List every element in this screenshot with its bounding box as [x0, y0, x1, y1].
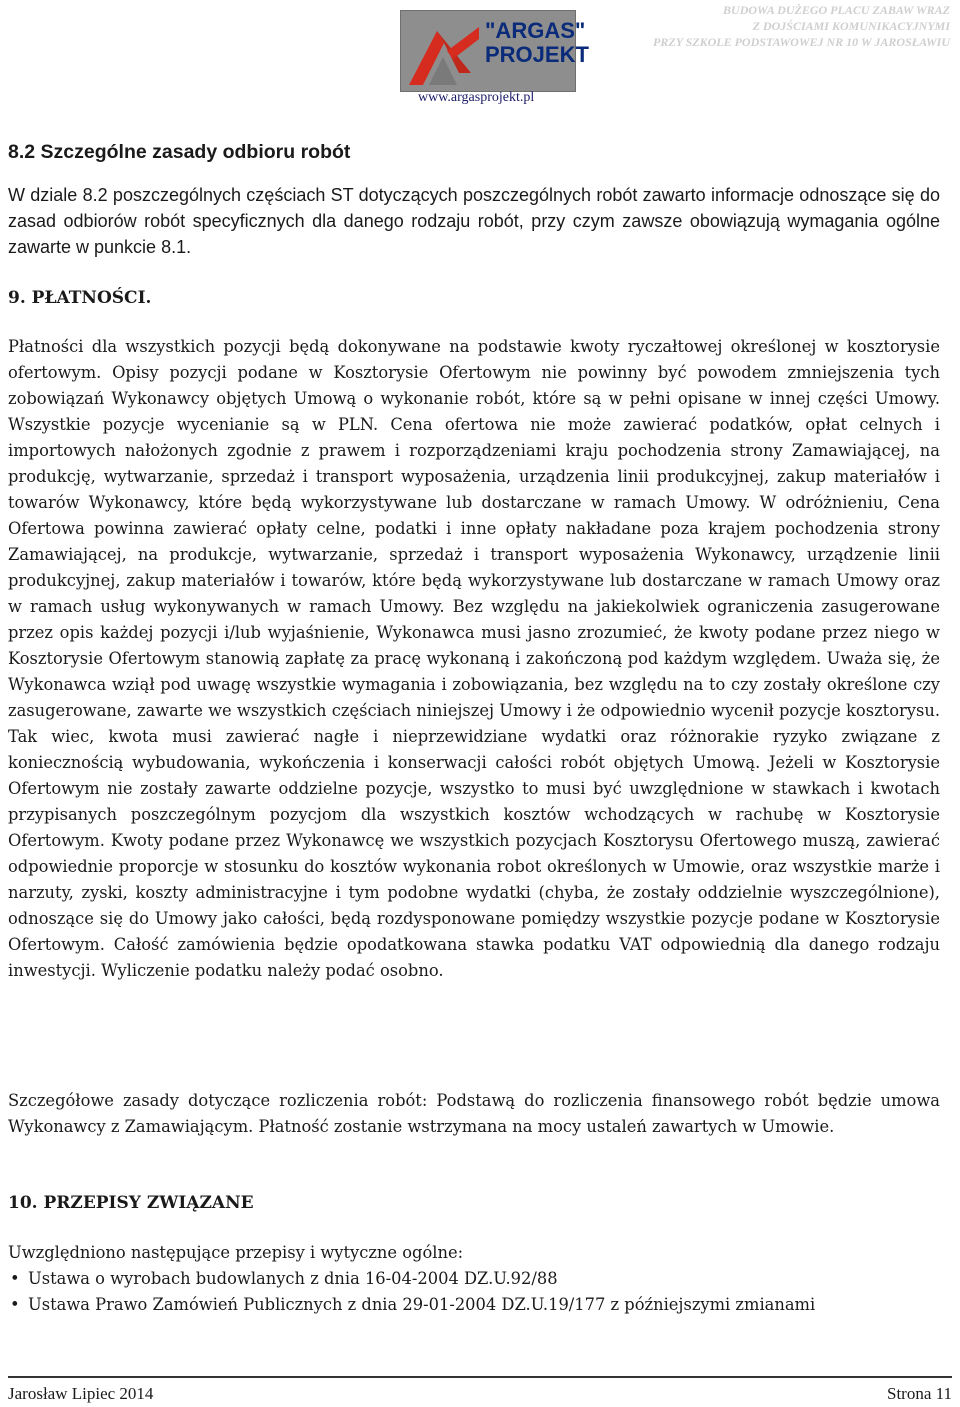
section-9-heading: 9. PŁATNOŚCI. [8, 288, 152, 308]
project-title-line: BUDOWA DUŻEGO PLACU ZABAW WRAZ [723, 3, 950, 17]
project-title-line: Z DOJŚCIAMI KOMUNIKACYJNYMI [752, 19, 950, 33]
company-logo [400, 10, 589, 92]
section-9-text-settlement: Szczegółowe zasady dotyczące rozliczenia robót: Podstawą do rozliczenia finansowego robót będzie umowa Wykonawcy z Zamawiającym. Płatność zostanie wstrzymana na mocy ustaleń zawartych w Umowie. [8, 1091, 940, 1136]
argas-logo-mark-icon [409, 23, 479, 85]
section-8-2-text: W dziale 8.2 poszczególnych częściach ST dotyczących poszczególnych robót zawarto informacje odnoszące się do zasad odbiorów robót specyficznych dla danego rodzaju robót, przy czym zawsze obowiązują wymagania ogólne zawarte w punkcie 8.1. [8, 185, 940, 257]
bullet-icon: • [10, 1295, 20, 1314]
regulations-list [8, 1266, 815, 1318]
footer-author: Jarosław Lipiec 2014 [8, 1384, 154, 1403]
list-item-text: Ustawa Prawo Zamówień Publicznych z dnia 29-01-2004 DZ.U.19/177 z późniejszymi zmianami [28, 1295, 816, 1314]
project-title-line: PRZY SZKOLE PODSTAWOWEJ NR 10 W JAROSŁAWIU [653, 35, 950, 49]
section-10-heading: 10. PRZEPISY ZWIĄZANE [8, 1193, 254, 1213]
project-title [653, 2, 950, 50]
bullet-icon: • [10, 1269, 20, 1288]
section-8-2-heading: 8.2 Szczególne zasady odbioru robót [8, 141, 351, 163]
logo-url: www.argasprojekt.pl [418, 90, 535, 105]
page-number: Strona 11 [886, 1384, 952, 1403]
section-9-text: Płatności dla wszystkich pozycji będą dokonywane na podstawie kwoty ryczałtowej określonej w kosztorysie ofertowym. Opisy pozycji podane w Kosztorysie Ofertowym nie powinny być powodem zmniejszenia tych zobowiązań Wykonawcy objętych Umową o wykonanie robót, które są w pełni opisane w innej części Umowy. Wszystkie pozycje wycenianie są w PLN. Cena ofertowa nie może zawierać podatków, opłat celnych i importowych nałożonych zgodnie z prawem i rozporządzeniami kraju pochodzenia strony Zamawiającej, na produkcję, wytwarzanie, sprzedaż i transport wyposażenia, urządzenia linii produkcyjnej, zakup materiałów i towarów Wykonawcy, które będą wykorzystywane lub dostarczane w ramach Umowy. W odróżnieniu, Cena Ofertowa powinna zawierać opłaty celne, podatki i inne opłaty nakładane poza krajem pochodzenia strony Zamawiającej, na produkcje, wytwarzanie, sprzedaż i transport wyposażenia Wykonawcy, urządzenie linii produkcyjnej, zakup materiałów i towarów, które będą wykorzystywane lub dostarczane w ramach Umowy oraz w ramach usług wykonywanych w ramach Umowy. Bez względu na jakiekolwiek ograniczenia zasugerowane przez opis każdej pozycji i/lub wyjaśnienie, Wykonawca musi jasno zrozumieć, że kwoty podane przez niego w Kosztorysie Ofertowym stanowią zapłatę za pracę wykonaną i zakończoną pod każdym względem. Uważa się, że Wykonawca wziął pod uwagę wszystkie wymagania i zobowiązania, bez względu na to czy zostały określone czy zasugerowane, zawarte we wszystkich częściach niniejszej Umowy i że odpowiednio wycenił pozycje kosztorysu. Tak wiec, kwota musi zawierać nagłe i nieprzewidziane wydatki oraz różnorakie ryzyko związane z koniecznością wybudowania, wykończenia i konserwacji całości robót objętych Umową. Jeżeli w Kosztorysie Ofertowym nie zostały zawarte oddzielne pozycje, wszystko to musi być uwzględnione w stawkach i kwotach przypisanych poszczególnym pozycjom dla wszystkich kosztów wchodzących w rachubę w Kosztorysie Ofertowym. Kwoty podane przez Wykonawcę we wszystkich pozycjach Kosztorysu Ofertowego muszą, zawierać odpowiednie proporcje w stosunku do kosztów wykonania robot określonych w Umowie, oraz wszystkie marże i narzuty, zyski, koszty administracyjne i tym podobne wydatki (chyba, że zostały oddzielnie wyszczególnione), odnoszące się do Umowy jako całości, będą rozdysponowane pomiędzy wszystkie pozycje podane w Kosztorysie Ofertowym. Całość zamówienia będzie opodatkowana stawka podatku VAT odpowiednią dla danego rodzaju inwestycji. Wyliczenie podatku należy podać osobno. [8, 337, 940, 980]
list-item [8, 1266, 815, 1292]
list-item-text: Ustawa o wyrobach budowlanych z dnia 16-04-2004 DZ.U.92/88 [28, 1269, 558, 1288]
logo-text: "ARGAS" PROJEKT [485, 18, 589, 67]
footer-divider [8, 1376, 952, 1378]
section-10-intro: Uwzględniono następujące przepisy i wytyczne ogólne: [8, 1243, 464, 1262]
list-item [8, 1292, 815, 1318]
